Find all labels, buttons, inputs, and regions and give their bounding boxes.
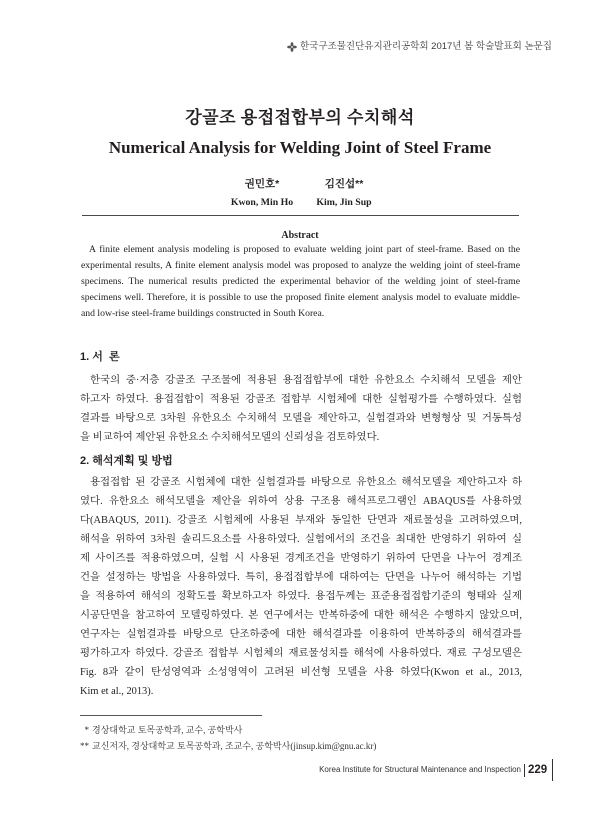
page-number: 229 [528, 764, 548, 776]
author-name-english: Kim, Jin Sup [316, 197, 372, 208]
paper-title-korean: 강골조 용접접합부의 수치해석 [185, 108, 415, 127]
footnote-item [80, 738, 520, 754]
paper-title-english: Numerical Analysis for Welding Joint of Steel Frame [108, 138, 492, 157]
paragraph-line: 다(ABAQUS, 2011). 강골조 시험체에 사용된 부재와 동일한 단면과 재료물성을 고려하였으며, [80, 515, 522, 526]
paragraph-line: Kim et al., 2013). [80, 686, 154, 697]
paragraph-line: Fig. 8과 같이 탄성영역과 소성영역이 고려된 비선형 모델을 사용 하였다(Kwon et al., 2013, [80, 667, 522, 678]
section-heading-introduction: 1. 서 론 [80, 351, 120, 363]
footer-separator [552, 759, 553, 781]
paragraph-line: 을 비교하여 제안된 유한요소 수치해석모델의 신뢰성을 검토하였다. [80, 432, 380, 443]
abstract-line: and low-rise steel-frame buildings constructed in South Korea. [81, 308, 325, 319]
paragraph-line: 시공단면을 참고하여 모델링하였다. 본 연구에서는 반복하중에 대한 해석은 수행하지 않았으며, [80, 610, 522, 621]
proceedings-title: 한국구조물진단유지관리공학회 2017년 봄 학술발표회 논문집 [300, 41, 552, 52]
paragraph-line: 해석을 위하여 3차원 솔리드요소를 사용하였다. 실험에서의 조건을 최대한 반영하기 위하여 실 [80, 534, 522, 545]
author-name-english: Kwon, Min Ho [230, 197, 294, 208]
section-heading-analysis-plan: 2. 해석계획 및 방법 [80, 455, 173, 467]
paragraph-line: 결과를 바탕으로 3차원 유한요소 수치해석 모델을 제안하고, 실험결과와 변형형상 및 거동특성 [80, 413, 522, 424]
footnote-text: 교신저자, 경상대학교 토목공학과, 조교수, 공학박사(jinsup.kim@gnu.ac.kr) [92, 741, 377, 751]
title-divider [82, 215, 519, 216]
footer-separator [524, 764, 525, 777]
footnotes [80, 722, 520, 754]
abstract-line: specimens well. Therefore, it is possible to use the proposed finite element analysis model to evaluate middle- [81, 292, 520, 303]
author-name-korean: 김진섭** [324, 178, 364, 190]
abstract-heading: Abstract [281, 230, 319, 241]
abstract-body [81, 242, 520, 322]
abstract-line: experimental results, A finite element analysis model was proposed to analyze the welding joint of steel-frame [81, 260, 520, 271]
paragraph-line: 용접접합 된 강골조 시험체에 대한 실험결과를 바탕으로 유한요소 해석모델을 제안하고자 하 [90, 477, 522, 488]
footnote-text: 경상대학교 토목공학과, 교수, 공학박사 [92, 725, 243, 735]
author-1 [217, 176, 307, 211]
footer-publisher: Korea Institute for Structural Maintenance and Inspection [319, 765, 521, 774]
paragraph-line: 하고자 하였다. 용접접합이 적용된 강골조 접합부 시험체에 대한 실험평가를 수행하였다. 실험 [80, 394, 522, 405]
footnote-mark: * [84, 725, 89, 735]
author-2 [299, 176, 389, 211]
footnote-item [80, 722, 520, 738]
paragraph-line: 한국의 중·저층 강골조 구조물에 적용된 용접접합부에 대한 유한요소 수치해석 모델을 제안 [90, 375, 522, 386]
flower-ornament-icon [287, 42, 297, 52]
paragraph-line: 평가하고자 하였다. 강골조 접합부 시험체의 재료물성치를 해석에 사용하였다. 재료 구성모델은 [80, 648, 522, 659]
running-header [287, 40, 552, 54]
abstract-line: A finite element analysis modeling is proposed to evaluate welding joint part of steel-frame. Based on the [89, 244, 520, 255]
paragraph-line: 였다. 유한요소 해석모델을 제안을 위하여 상용 구조용 해석프로그램인 ABAQUS를 사용하였 [80, 496, 522, 507]
section-body-analysis-plan [80, 473, 522, 701]
paragraph-line: 제 사이즈를 적용하였으며, 실험 시 사용된 경계조건을 반영하기 위하여 단면을 나누어 경계조 [80, 553, 522, 564]
paragraph-line: 을 적용하여 해석의 정확도를 확보하고자 하였다. 용접두께는 표준용접접합기준의 형태와 실제 [80, 591, 522, 602]
footnote-divider [80, 715, 262, 716]
footnote-mark: ** [80, 741, 89, 751]
abstract-line: specimens. The numerical results predicted the experimental behavior of the welding joint of steel-frame [81, 276, 520, 287]
author-name-korean: 권민호* [244, 178, 280, 190]
paragraph-line: 건을 설정하는 방법을 사용하였다. 특히, 용접접합부에 대하여는 단면을 나누어 해석하는 기법 [80, 572, 522, 583]
section-body-introduction [80, 371, 522, 447]
paragraph-line: 연구자는 실험결과를 바탕으로 단조하중에 대한 해석결과를 이용하여 반복하중의 해석결과를 [80, 629, 522, 640]
